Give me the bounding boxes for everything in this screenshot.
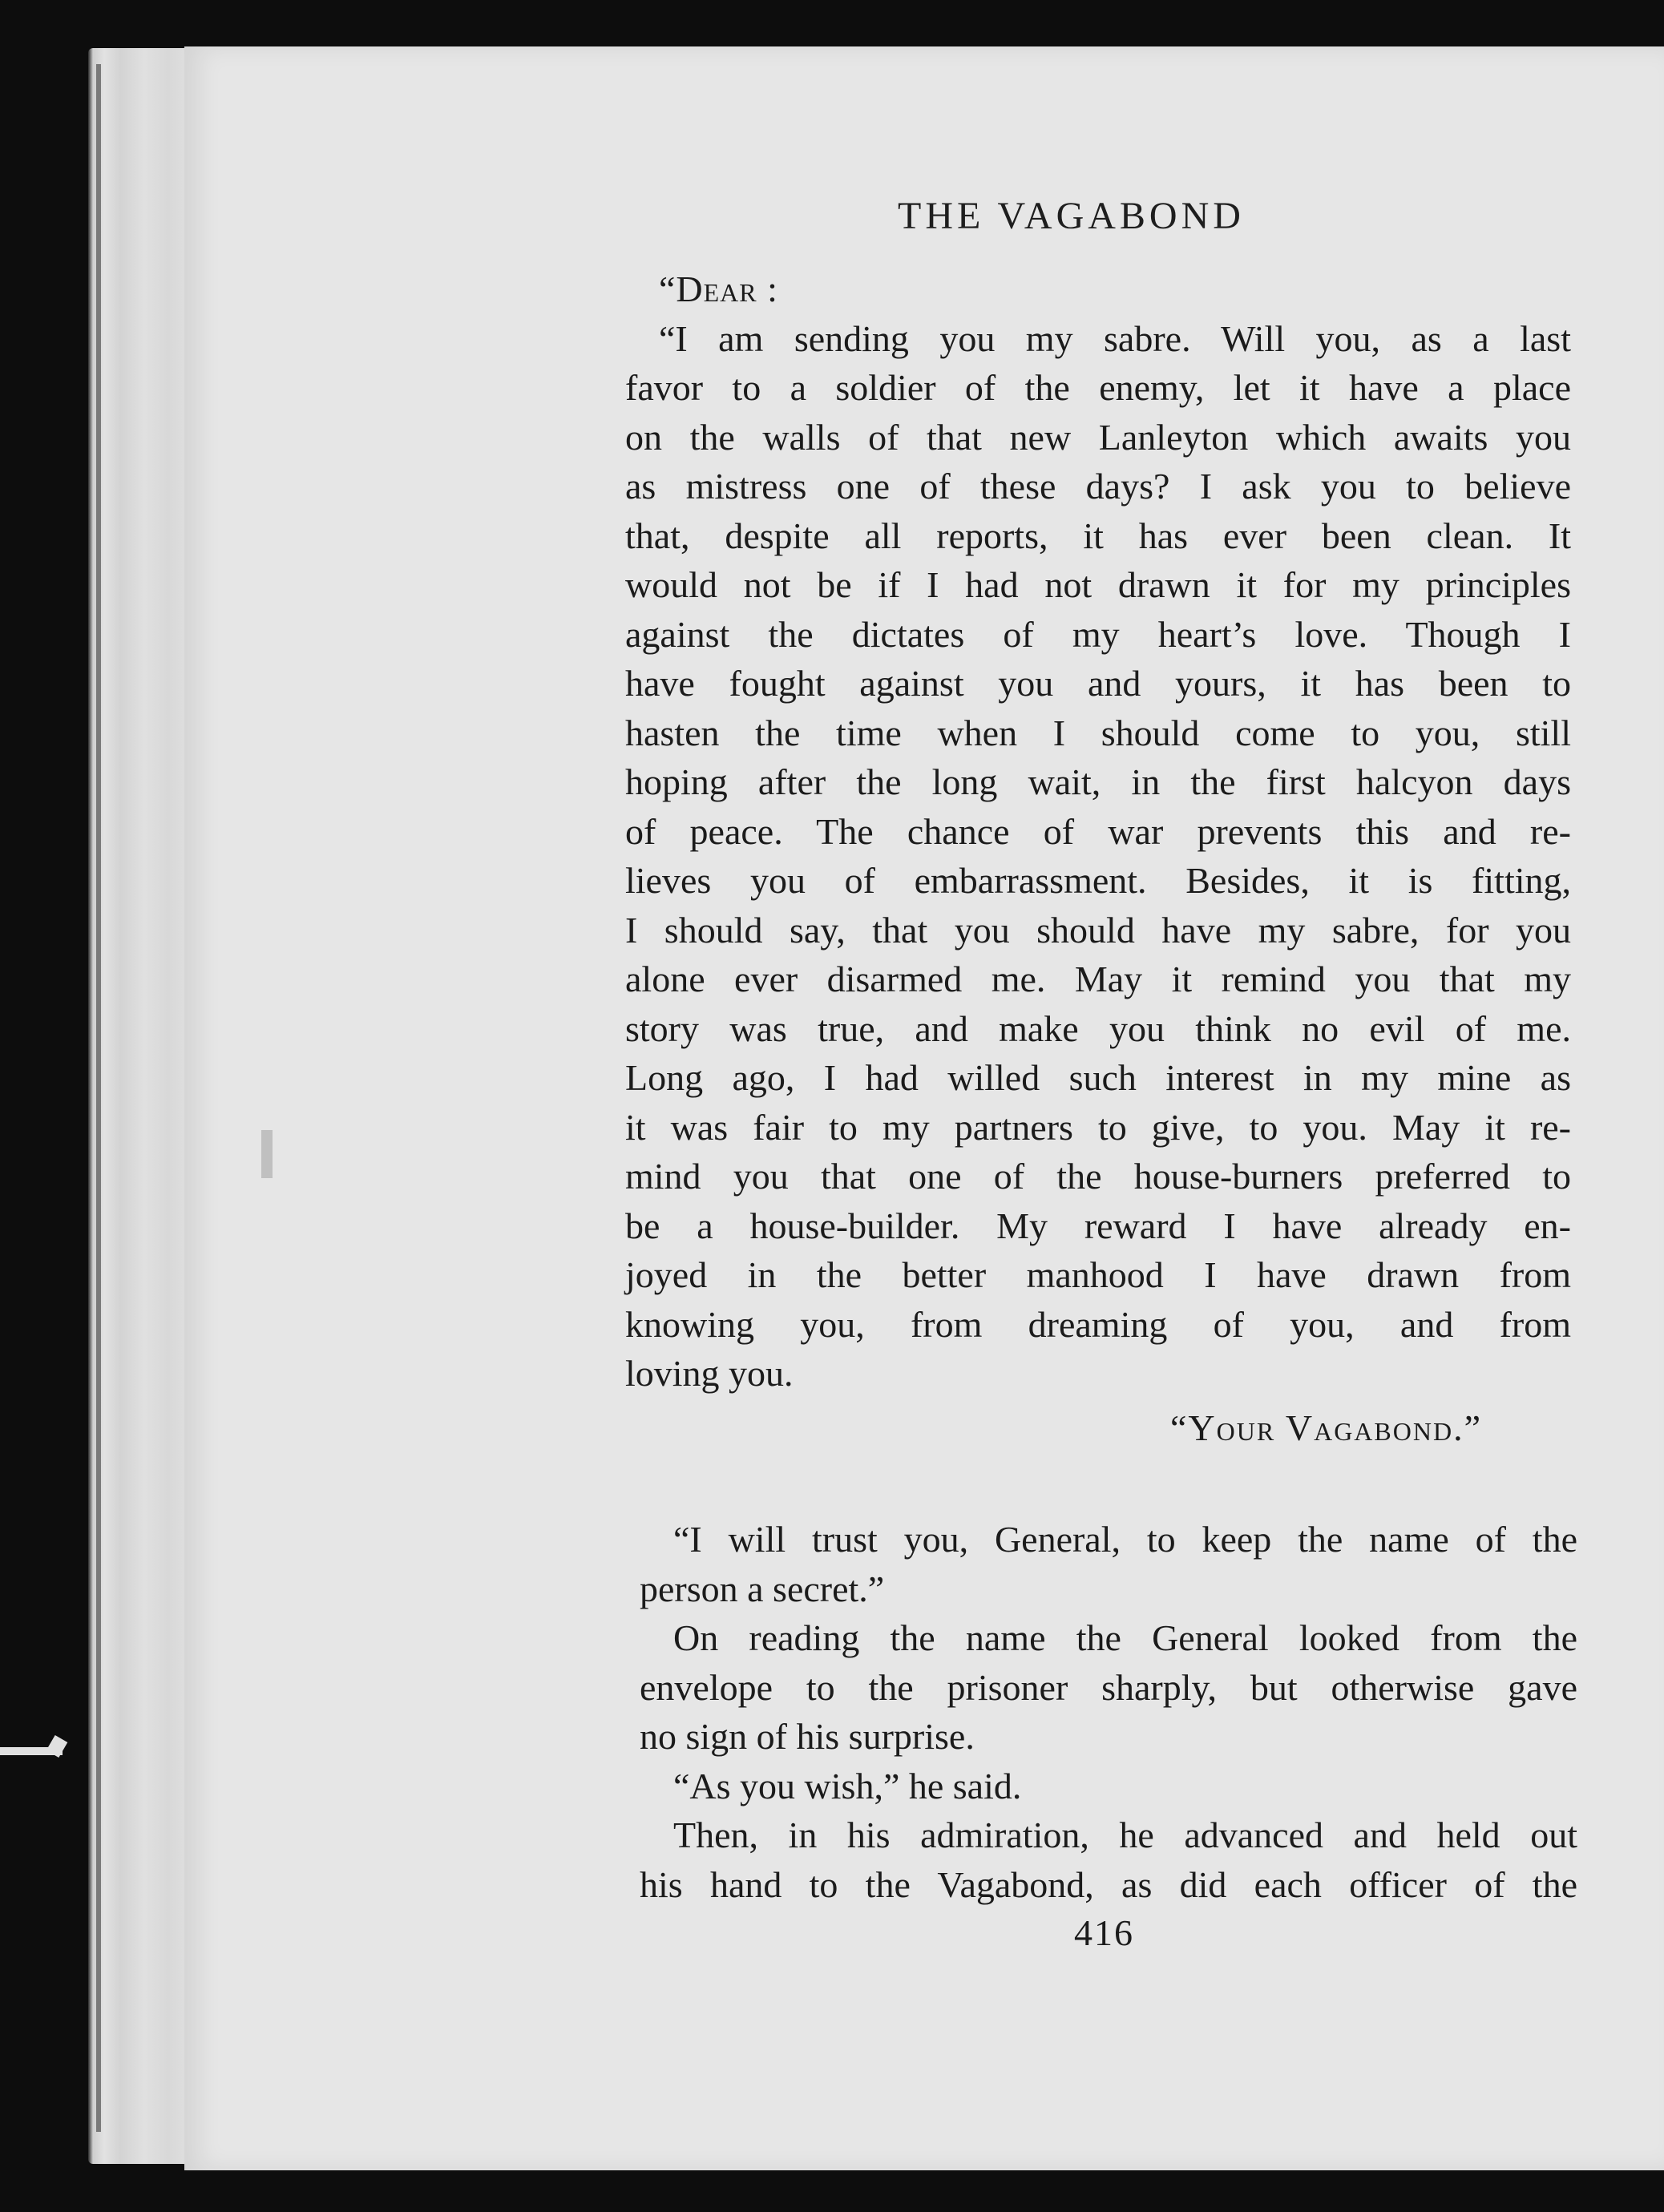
letter-signature: “Your Vagabond.” bbox=[1170, 1407, 1483, 1448]
letter-line: on the walls of that new Lanleyton which awaits you bbox=[625, 416, 1571, 458]
scan-artifact bbox=[261, 1130, 273, 1178]
narrative-line: envelope to the prisoner sharply, but otherwise gave bbox=[640, 1666, 1577, 1708]
letter-line: loving you. bbox=[625, 1353, 794, 1394]
letter-line: lieves you of embarrassment. Besides, it is fitting, bbox=[625, 860, 1571, 901]
letter-line: joyed in the better manhood I have drawn from bbox=[625, 1254, 1571, 1295]
letter-line: hasten the time when I should come to you, still bbox=[625, 712, 1571, 753]
letter-line: that, despite all reports, it has ever been clean. It bbox=[625, 515, 1571, 556]
letter-line: be a house-builder. My reward I have already en- bbox=[625, 1205, 1571, 1246]
page-number: 416 bbox=[1074, 1912, 1134, 1953]
narrative-line: On reading the name the General looked from the bbox=[673, 1617, 1577, 1658]
letter-line: knowing you, from dreaming of you, and from bbox=[625, 1303, 1571, 1345]
narrative-line: person a secret.” bbox=[640, 1568, 885, 1609]
letter-block bbox=[625, 264, 1571, 1399]
narrative-line: “I will trust you, General, to keep the name of the bbox=[673, 1519, 1577, 1560]
letter-line: hoping after the long wait, in the first halcyon days bbox=[625, 761, 1571, 802]
letter-line: I should say, that you should have my sabre, for you bbox=[625, 909, 1571, 951]
letter-salutation: “Dear : bbox=[659, 268, 778, 309]
letter-line: “I am sending you my sabre. Will you, as a last bbox=[659, 317, 1571, 359]
letter-line: alone ever disarmed me. May it remind you that my bbox=[625, 959, 1571, 999]
letter-line: Long ago, I had willed such interest in my mine as bbox=[625, 1057, 1571, 1098]
running-head: THE VAGABOND bbox=[898, 195, 1245, 237]
letter-line: against the dictates of my heart’s love. Though I bbox=[625, 613, 1571, 655]
letter-line: would not be if I had not drawn it for my principles bbox=[625, 564, 1571, 605]
letter-line: of peace. The chance of war prevents this and re- bbox=[625, 810, 1571, 852]
letter-line: have fought against you and yours, it has been to bbox=[625, 663, 1571, 704]
letter-line: mind you that one of the house-burners preferred to bbox=[625, 1156, 1571, 1197]
narrative-line: his hand to the Vagabond, as did each officer of the bbox=[640, 1863, 1577, 1905]
narrative-line: Then, in his admiration, he advanced and held out bbox=[673, 1814, 1577, 1855]
letter-line: favor to a soldier of the enemy, let it have a place bbox=[625, 367, 1571, 408]
letter-line: it was fair to my partners to give, to you. May it re- bbox=[625, 1106, 1571, 1148]
letter-line: story was true, and make you think no evil of me. bbox=[625, 1007, 1571, 1049]
narrative-line: “As you wish,” he said. bbox=[673, 1765, 1022, 1806]
letter-line: as mistress one of these days? I ask you to believe bbox=[625, 466, 1571, 507]
narrative-line: no sign of his surprise. bbox=[640, 1716, 975, 1757]
narrative-block bbox=[640, 1515, 1577, 1909]
